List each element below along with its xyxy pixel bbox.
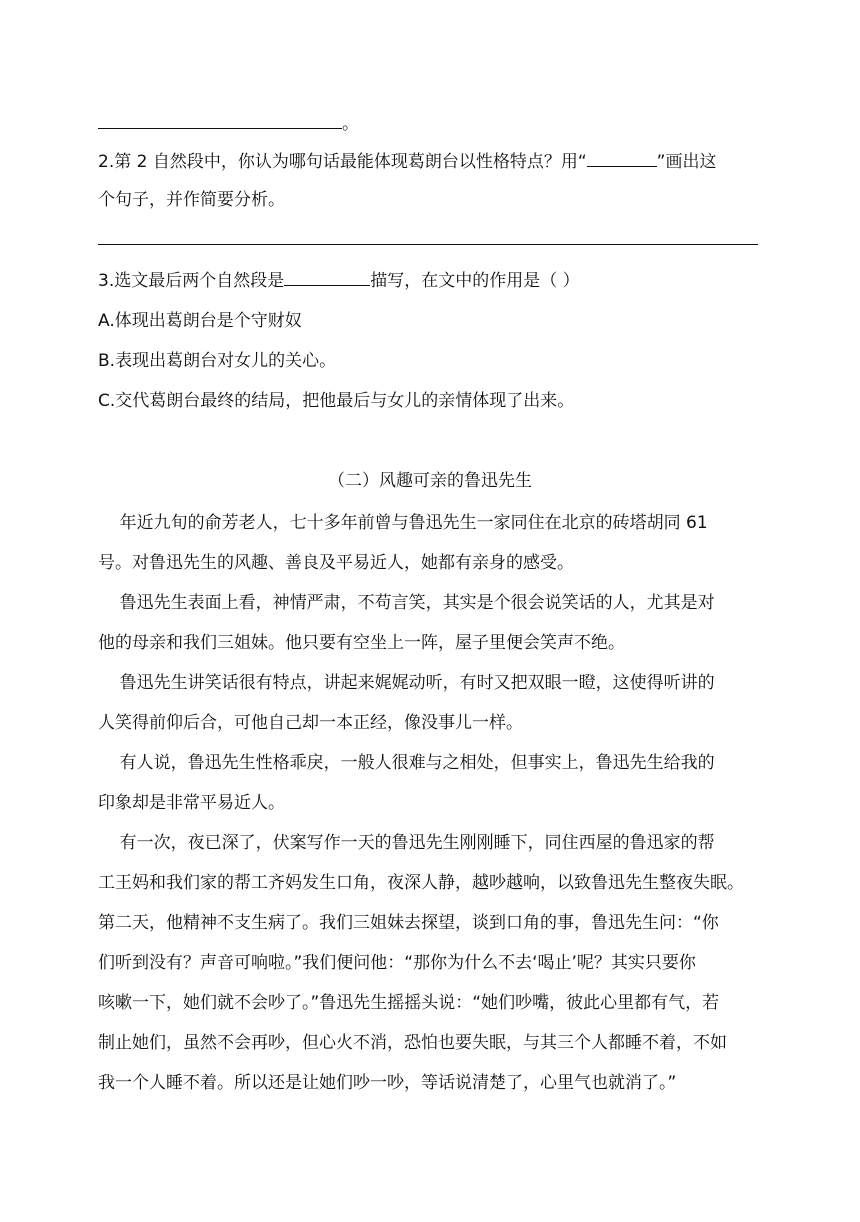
passage-line: 有一次，夜已深了，伏案写作一天的鲁迅先生刚刚睡下，同住西屋的鲁迅家的帮 (98, 833, 715, 853)
q3-answer-blank[interactable] (284, 268, 370, 286)
q3-text-before: 3.选文最后两个自然段是 (98, 271, 285, 291)
q2-text-after: ”画出这 (656, 152, 717, 172)
q2-answer-line[interactable] (98, 244, 758, 245)
passage-line: 们听到没有？声音可响啦。”我们便问他：“那你为什么不去‘喝止’呢？其实只要你 (98, 953, 696, 973)
passage-line: 我一个人睡不着。所以还是让她们吵一吵，等话说清楚了，心里气也就消了。” (98, 1073, 677, 1093)
passage-line: 第二天，他精神不支生病了。我们三姐妹去探望，谈到口角的事，鲁迅先生问：“你 (98, 913, 719, 933)
q1-answer-line (98, 111, 359, 136)
passage-line: 印象却是非常平易近人。 (98, 793, 285, 813)
passage-line: 人笑得前仰后合，可他自己却一本正经，像没事儿一样。 (98, 713, 523, 733)
answer-blank[interactable] (98, 111, 342, 129)
passage-line: 咳嗽一下，她们就不会吵了。”鲁迅先生摇摇头说：“她们吵嘴，彼此心里都有气，若 (98, 993, 720, 1013)
q2-text-before: 2.第 2 自然段中，你认为哪句话最能体现葛朗台以性格特点？用“ (98, 152, 587, 172)
q3-option-b: B.表现出葛朗台对女儿的关心。 (98, 351, 337, 371)
q1-tail: 。 (342, 114, 359, 134)
passage-line: 工王妈和我们家的帮工齐妈发生口角，夜深人静，越吵越响，以致鲁迅先生整夜失眠。 (98, 873, 744, 893)
q3-text-after: 描写，在文中的作用是（ ） (370, 271, 580, 291)
underline-sample-blank (587, 149, 657, 167)
passage-line: 制止她们，虽然不会再吵，但心火不消，恐怕也要失眠，与其三个人都睡不着，不如 (98, 1033, 727, 1053)
q2-line-1 (98, 149, 716, 174)
passage-title: （二）风趣可亲的鲁迅先生 (328, 471, 532, 491)
q3-option-a: A.体现出葛朗台是个守财奴 (98, 311, 302, 331)
passage-line: 年近九旬的俞芳老人，七十多年前曾与鲁迅先生一家同住在北京的砖塔胡同 61 (98, 513, 708, 533)
passage-line: 鲁迅先生讲笑话很有特点，讲起来娓娓动听，有时又把双眼一瞪，这使得听讲的 (98, 673, 715, 693)
q3-stem (98, 268, 580, 293)
q3-option-c: C.交代葛朗台最终的结局，把他最后与女儿的亲情体现了出来。 (98, 391, 575, 411)
passage-line: 有人说，鲁迅先生性格乖戾，一般人很难与之相处，但事实上，鲁迅先生给我的 (98, 753, 715, 773)
q2-line-2: 个句子，并作简要分析。 (98, 190, 285, 210)
passage-line: 鲁迅先生表面上看，神情严肃，不苟言笑，其实是个很会说笑话的人，尤其是对 (98, 593, 715, 613)
passage-line: 号。对鲁迅先生的风趣、善良及平易近人，她都有亲身的感受。 (98, 553, 574, 573)
passage-line: 他的母亲和我们三姐妹。他只要有空坐上一阵，屋子里便会笑声不绝。 (98, 633, 625, 653)
